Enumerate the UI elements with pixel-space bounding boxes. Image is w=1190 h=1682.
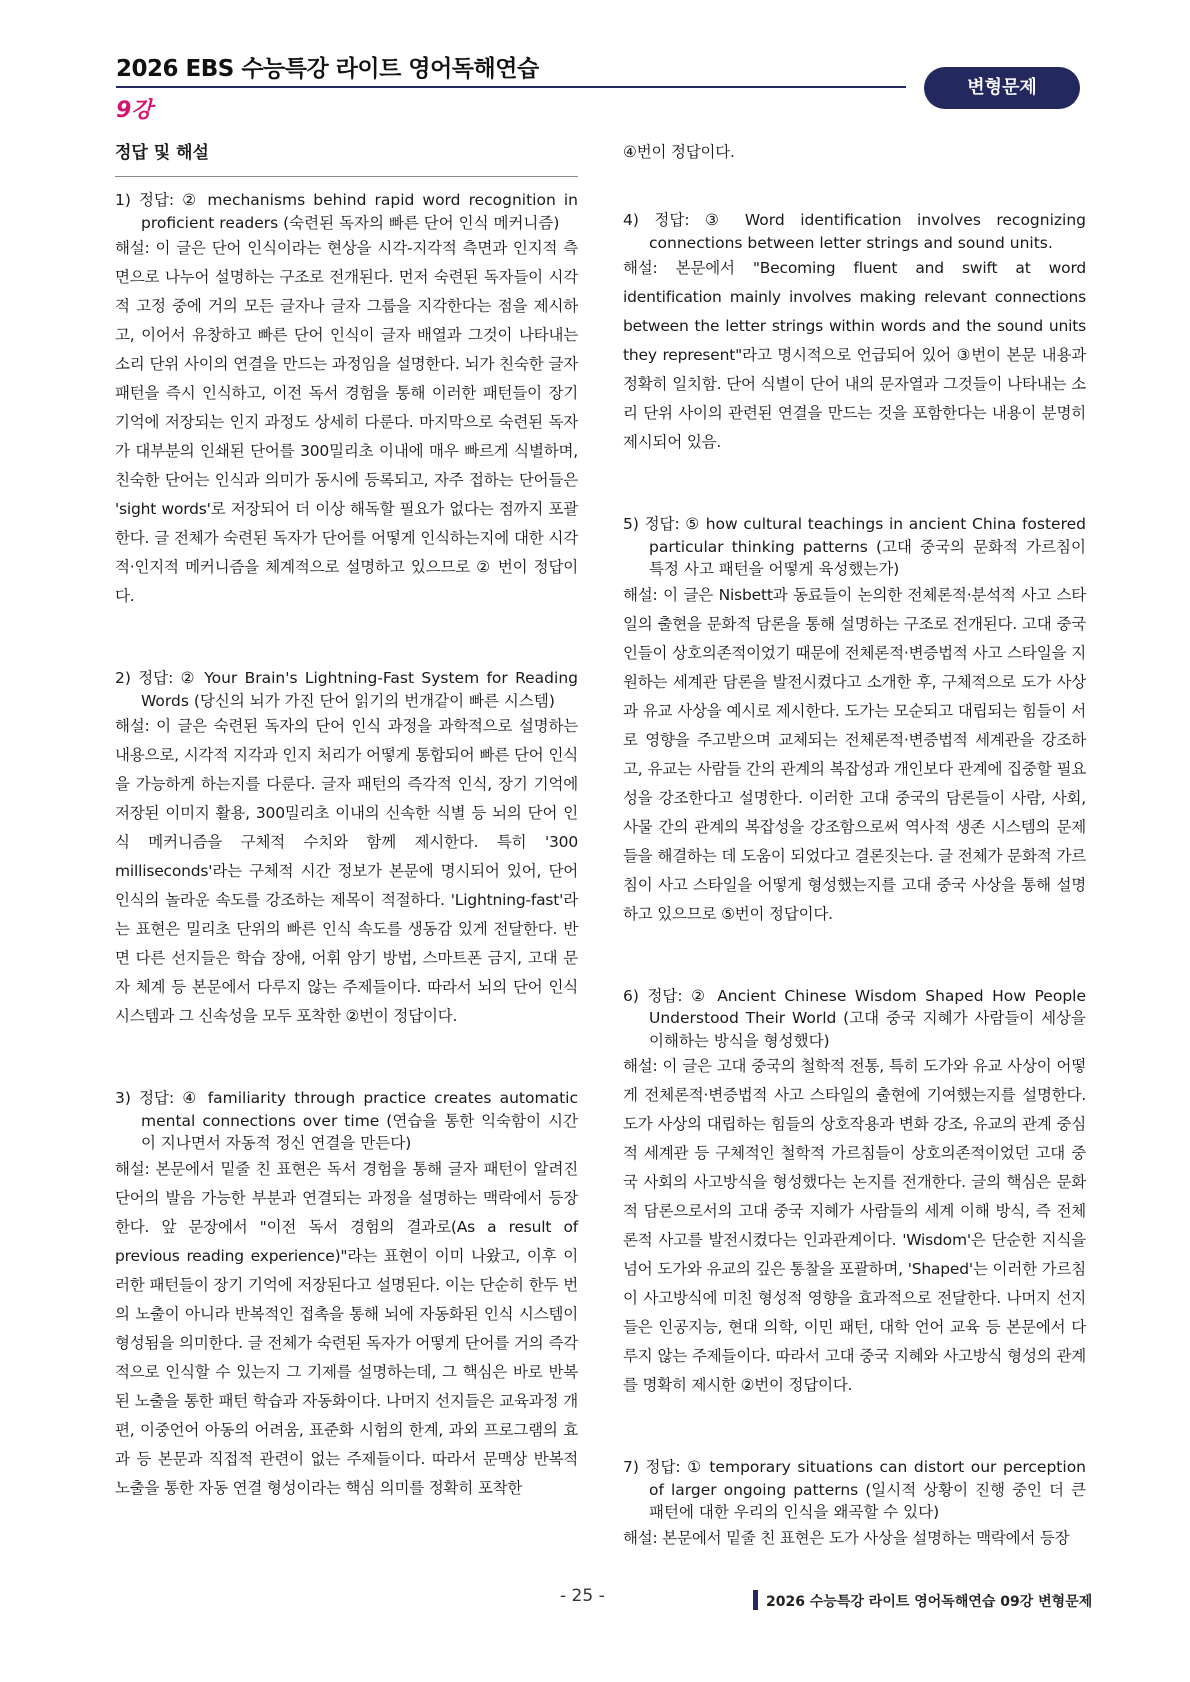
explanation-text: 해설: 이 글은 Nisbett과 동료들이 논의한 전체론적·분석적 사고 스타일의 출현을 문화적 담론을 통해 설명하는 구조로 전개된다. 고대 중국인들이 상호의존적이었기 때문에 전체론적·변증법적 사고 스타일을 지원하는 세계관 담론을 발전시켰다고 소개한 후, 구체적으로 도가 사상과 유교 사상을 예시로 제시한다. 도가는 모순되고 대립되는 힘들이 서로 영향을 주고받으며 교체되는 전체론적·변증법적 세계관을 강조하고, 유교는 사람들 간의 관계의 복잡성과 개인보다 관계에 집중할 필요성을 강조한다고 설명한다. 이러한 고대 중국의 담론들이 사람, 사회, 사물 간의 관계의 복잡성을 강조함으로써 역사적 생존 시스템의 문제들을 해결하는 데 도움이 되었다고 결론짓는다. 글 전체가 문화적 가르침이 사고 스타일을 어떻게 형성했는지를 고대 중국 사상을 통해 설명하고 있으므로 ⑤번이 정답이다. [623, 585, 1086, 923]
answer-item-2 [115, 667, 578, 1031]
explanation-text: 해설: 본문에서 밑줄 친 표현은 도가 사상을 설명하는 맥락에서 등장 [623, 1528, 1070, 1547]
right-column [623, 138, 1086, 1553]
answer-line: 7) 정답: ① temporary situations can distort our perception of larger ongoing patterns (일시적 상황이 진행 중인 더 큰 패턴에 대한 우리의 인식을 왜곡할 수 있다) [623, 1458, 1086, 1521]
left-column [115, 138, 578, 1503]
document-title: 2026 EBS 수능특강 라이트 영어독해연습 [116, 56, 539, 82]
explanation-text: 해설: 이 글은 숙련된 독자의 단어 인식 과정을 과학적으로 설명하는 내용으로, 시각적 지각과 인지 처리가 어떻게 통합되어 빠른 단어 인식을 가능하게 하는지를 다룬다. 글자 패턴의 즉각적 인식, 장기 기억에 저장된 이미지 활용, 300밀리초 이내의 신속한 식별 등 뇌의 단어 인식 메커니즘을 구체적 수치와 함께 제시한다. 특히 '300 milliseconds'라는 구체적 시간 정보가 본문에 명시되어 있어, 단어 인식의 놀라운 속도를 강조하는 제목이 적절하다. 'Lightning-fast'라는 표현은 밀리초 단위의 빠른 인식 속도를 생동감 있게 전달한다. 반면 다른 선지들은 학습 장애, 어휘 암기 방법, 스마트폰 금지, 고대 문자 체계 등 본문에서 다루지 않는 주제들이다. 따라서 뇌의 단어 인식 시스템과 그 신속성을 모두 포착한 ②번이 정답이다. [115, 717, 578, 1025]
answer-line: 6) 정답: ② Ancient Chinese Wisdom Shaped How People Understood Their World (고대 중국 지혜가 사람들이 세상을 이해하는 방식을 형성했다) [623, 986, 1086, 1050]
section-divider [115, 176, 578, 177]
section-title: 정답 및 해설 [115, 143, 209, 163]
answer-line: 3) 정답: ④ familiarity through practice creates automatic mental connections over time (연습을 통한 익숙함이 시간이 지나면서 자동적 정신 연결을 만든다) [115, 1089, 578, 1152]
lesson-label: 9강 [116, 98, 153, 123]
explanation-text: 해설: 이 글은 단어 인식이라는 현상을 시각-지각적 측면과 인지적 측면으로 나누어 설명하는 구조로 전개된다. 먼저 숙련된 독자들이 시각적 고정 중에 거의 모든 글자나 글자 그룹을 지각한다는 점을 제시하고, 이어서 유창하고 빠른 단어 인식이 글자 배열과 그것이 나타내는 소리 단위 사이의 연결을 만드는 과정임을 설명한다. 뇌가 친숙한 글자 패턴을 즉시 인식하고, 이전 독서 경험을 통해 이러한 패턴들이 장기 기억에 저장되는 인지 과정도 상세히 다룬다. 마지막으로 숙련된 독자가 대부분의 인쇄된 단어를 300밀리초 이내에 매우 빠르게 식별하며, 친숙한 단어는 인식과 의미가 동시에 등록되고, 자주 접하는 단어들은 'sight words'로 저장되어 더 이상 해독할 필요가 없다는 점까지 포괄한다. 글 전체가 숙련된 독자가 단어를 어떻게 인식하는지에 대한 시각적·인지적 메커니즘을 체계적으로 설명하고 있으므로 ② 번이 정답이다. [115, 239, 578, 605]
answer-item-6 [623, 985, 1086, 1401]
answer-item-7 [623, 1456, 1086, 1553]
explanation-text: 해설: 본문에서 "Becoming fluent and swift at word identification mainly involves making relevant connections between the letter strings within words and the sound units they represent"라고 명시적으로 언급되어 있어 ③번이 본문 내용과 정확히 일치함. 단어 식별이 단어 내의 문자열과 그것들이 나타내는 소리 단위 사이의 관련된 연결을 만드는 것을 포함한다는 내용이 분명히 제시되어 있음. [623, 259, 1086, 451]
footer-title: 2026 수능특강 라이트 영어독해연습 09강 변형문제 [766, 1594, 1093, 1610]
answer-item-5 [623, 513, 1086, 929]
answer-line: 1) 정답: ② mechanisms behind rapid word recognition in proficient readers (숙련된 독자의 빠른 단어 인식 메커니즘) [115, 191, 578, 232]
continuation-text: ④번이 정답이다. [623, 143, 735, 161]
answer-line: 5) 정답: ⑤ how cultural teachings in ancient China fostered particular thinking patterns (고대 중국의 문화적 가르침이 특정 사고 패턴을 어떻게 육성했는가) [623, 515, 1086, 578]
header-divider [116, 86, 906, 88]
answer-line: 4) 정답: ③ Word identification involves recognizing connections between letter strings and sound units. [623, 211, 1086, 252]
explanation-text: 해설: 이 글은 고대 중국의 철학적 전통, 특히 도가와 유교 사상이 어떻게 전체론적·변증법적 사고 스타일의 출현에 기여했는지를 설명한다. 도가 사상의 대립하는 힘들의 상호작용과 변화 강조, 유교의 관계 중심적 세계관 등 구체적인 철학적 가르침들이 상호의존적이었던 고대 중국 사회의 사고방식을 형성했다는 논지를 전개한다. 글의 핵심은 문화적 담론으로서의 고대 중국 지혜가 사람들의 세계 이해 방식, 즉 전체론적 사고를 발전시켰다는 인과관계이다. 'Wisdom'은 단순한 지식을 넘어 도가와 유교의 깊은 통찰을 포괄하며, 'Shaped'는 이러한 가르침이 사고방식에 미친 형성적 영향을 효과적으로 전달한다. 나머지 선지들은 인공지능, 현대 의학, 이민 패턴, 대학 언어 교육 등 본문에서 다루지 않는 주제들이다. 따라서 고대 중국 지혜와 사고방식 형성의 관계를 명확히 제시한 ②번이 정답이다. [623, 1057, 1086, 1394]
answer-item-3 [115, 1087, 578, 1503]
footer-marker [753, 1590, 758, 1610]
answer-item-4 [623, 209, 1086, 457]
answer-item-1 [115, 189, 578, 611]
answer-line: 2) 정답: ② Your Brain's Lightning-Fast System for Reading Words (당신의 뇌가 가진 단어 읽기의 번개같이 빠른 시스템) [115, 669, 578, 710]
page-number: - 25 - [560, 1586, 605, 1606]
explanation-text: 해설: 본문에서 밑줄 친 표현은 독서 경험을 통해 글자 패턴이 알려진 단어의 발음 가능한 부분과 연결되는 과정을 설명하는 맥락에서 등장한다. 앞 문장에서 "이전 독서 경험의 결과로(As a result of previous reading experience)"라는 표현이 이미 나왔고, 이후 이러한 패턴들이 장기 기억에 저장된다고 설명된다. 이는 단순히 한두 번의 노출이 아니라 반복적인 접촉을 통해 뇌에 자동화된 인식 시스템이 형성됨을 의미한다. 글 전체가 숙련된 독자가 어떻게 단어를 거의 즉각적으로 인식할 수 있는지 그 기제를 설명하는데, 그 핵심은 바로 반복된 노출을 통한 패턴 학습과 자동화이다. 나머지 선지들은 교육과정 개편, 이중언어 아동의 어려움, 표준화 시험의 한계, 과외 프로그램의 효과 등 본문과 직접적 관련이 없는 주제들이다. 따라서 문맥상 반복적 노출을 통한 자동 연결 형성이라는 핵심 의미를 정확히 포착한 [115, 1159, 578, 1497]
variant-badge: 변형문제 [924, 67, 1080, 109]
